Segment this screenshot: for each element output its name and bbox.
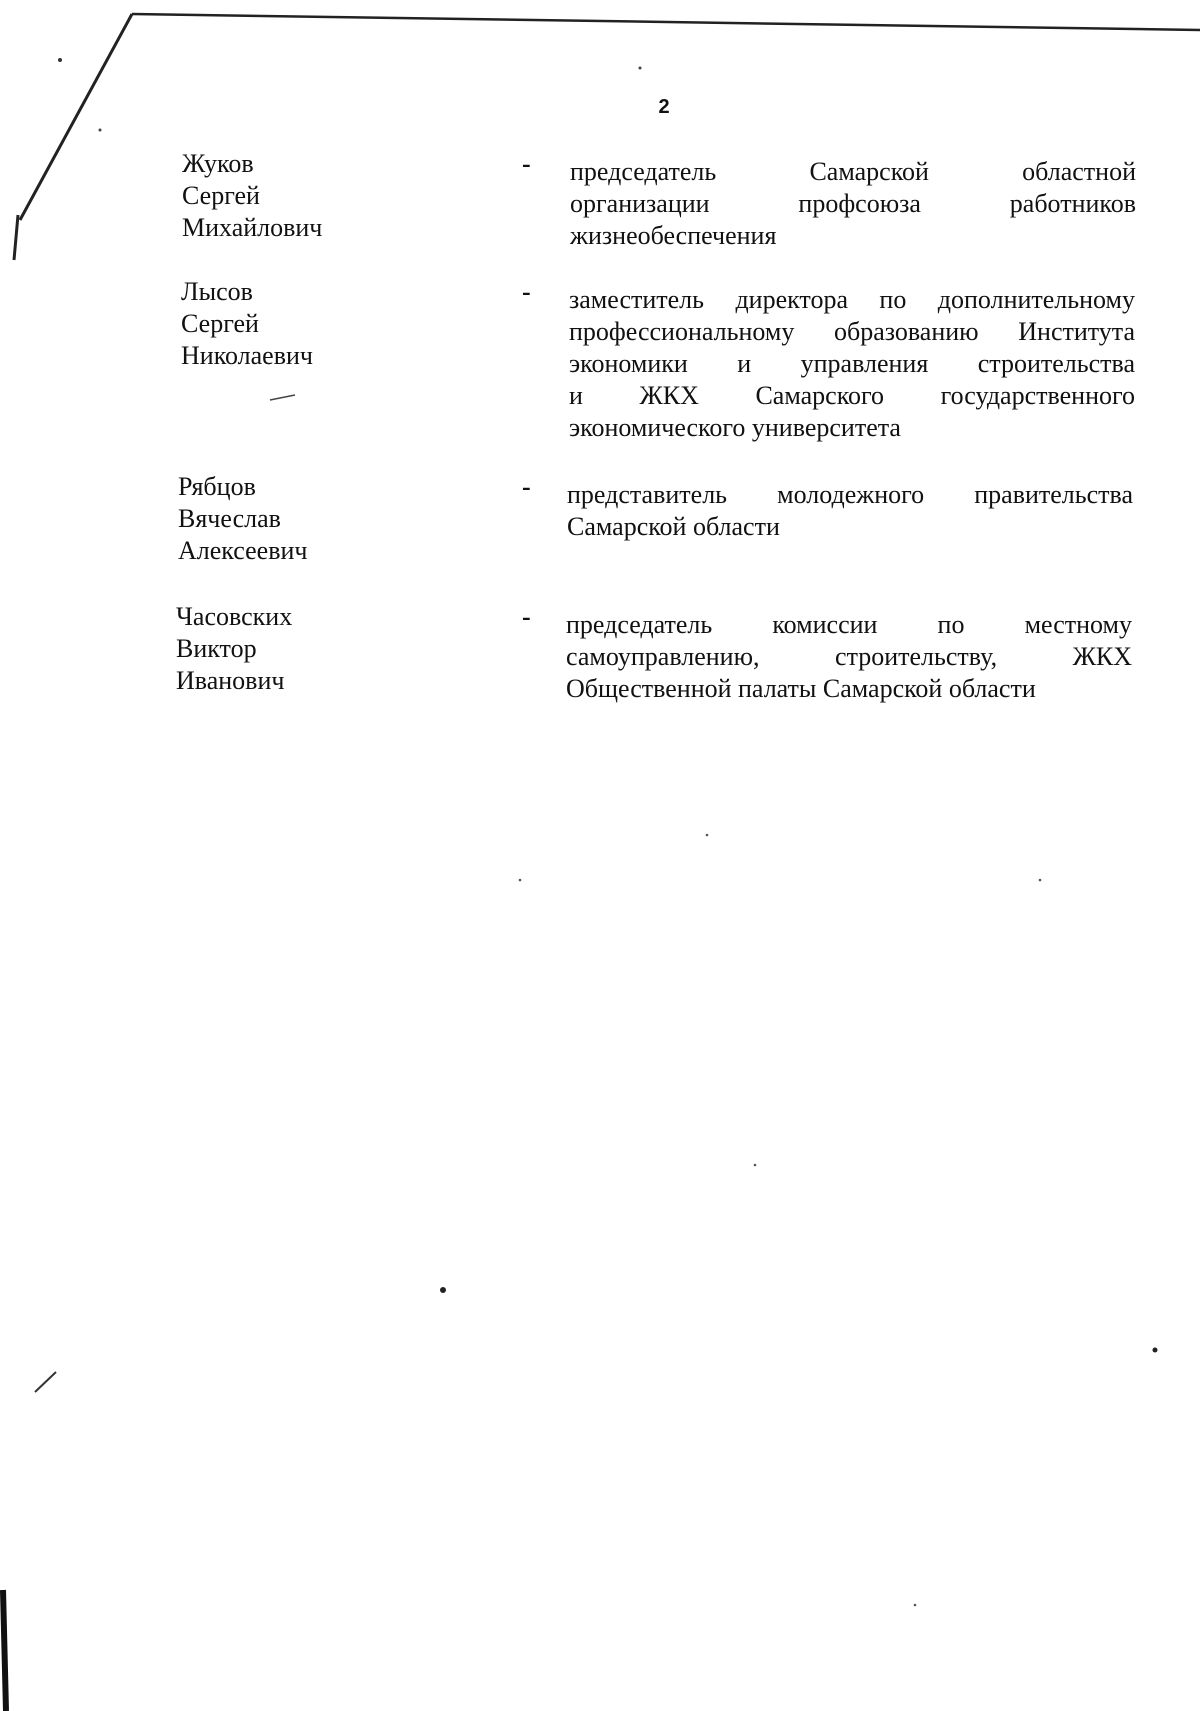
member-full-name (178, 471, 478, 567)
role-line: представитель молодежного правительства (567, 480, 1133, 509)
member-first-name: Вячеслав (178, 504, 281, 533)
role-line: председатель комиссии по местному (566, 610, 1132, 639)
member-role (567, 479, 1133, 543)
member-full-name (176, 601, 476, 697)
member-surname: Рябцов (178, 472, 256, 501)
member-surname: Лысов (181, 277, 253, 306)
role-line: самоуправлению, строительству, ЖКХ (566, 642, 1132, 671)
member-role (566, 609, 1132, 705)
role-line: жизнеобеспечения (570, 221, 777, 250)
member-surname: Часовских (176, 602, 293, 631)
member-full-name (182, 148, 482, 244)
member-patronymic: Алексеевич (178, 536, 308, 565)
role-line: организации профсоюза работников (570, 189, 1136, 218)
separator-dash: - (522, 149, 531, 178)
role-line: экономического университета (569, 413, 901, 442)
member-first-name: Сергей (181, 309, 259, 338)
member-patronymic: Иванович (176, 666, 285, 695)
separator-dash: - (522, 472, 531, 501)
role-line: председатель Самарской областной (570, 157, 1136, 186)
page-number: 2 (658, 96, 670, 118)
member-full-name (181, 276, 481, 372)
separator-dash: - (522, 602, 531, 631)
member-first-name: Виктор (176, 634, 257, 663)
role-line: профессиональному образованию Института (569, 317, 1135, 346)
separator-dash: - (522, 277, 531, 306)
member-role (570, 156, 1136, 252)
role-line: и ЖКХ Самарского государственного (569, 381, 1135, 410)
role-line: Общественной палаты Самарской области (566, 674, 1036, 703)
member-first-name: Сергей (182, 181, 260, 210)
member-patronymic: Михайлович (182, 213, 323, 242)
member-surname: Жуков (182, 149, 254, 178)
member-patronymic: Николаевич (181, 341, 313, 370)
role-line: экономики и управления строительства (569, 349, 1135, 378)
role-line: заместитель директора по дополнительному (569, 285, 1135, 314)
role-line: Самарской области (567, 512, 780, 541)
member-role (569, 284, 1135, 444)
